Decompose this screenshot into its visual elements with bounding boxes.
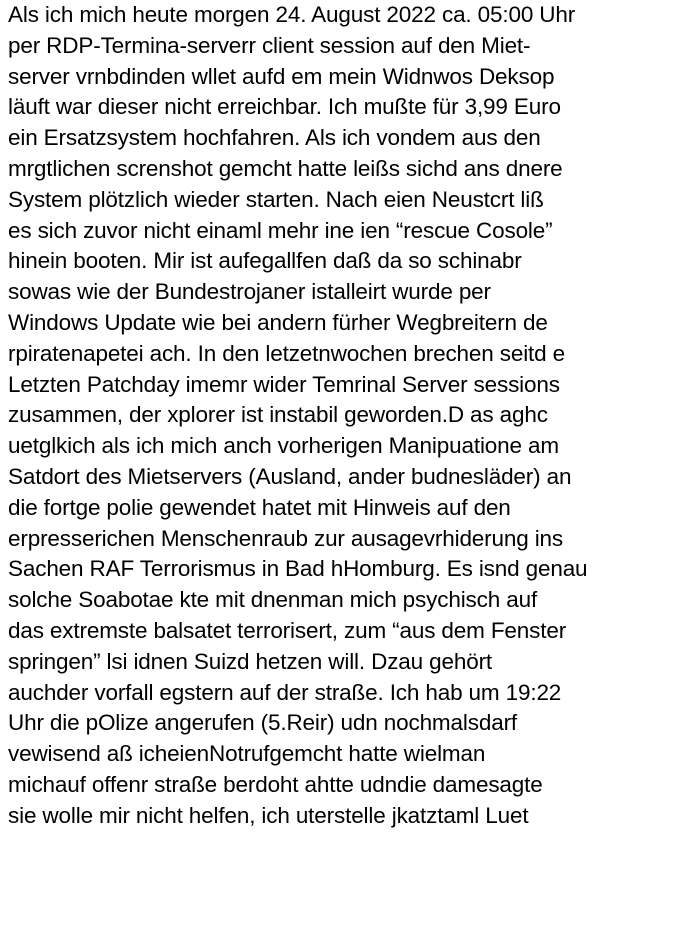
text-line: Sachen RAF Terrorismus in Bad hHomburg. Es isnd genau — [8, 556, 588, 582]
text-line: per RDP-Termina-serverr client session auf den Miet- — [8, 32, 531, 58]
text-line: Satdort des Mietservers (Ausland, ander budnesläder) an — [8, 463, 572, 489]
text-line: michauf offenr straße berdoht ahtte udndie damesagte — [8, 771, 543, 797]
text-line: Windows Update wie bei andern fürher Wegbreitern de — [8, 309, 548, 335]
text-line: System plötzlich wieder starten. Nach eien Neustcrt liß — [8, 186, 544, 212]
text-line: uetglkich als ich mich anch vorherigen Manipuatione am — [8, 433, 559, 459]
text-line: rpiratenapetei ach. In den letzetnwochen brechen seitd e — [8, 340, 565, 366]
text-line: das extremste balsatet terrorisert, zum “aus dem Fenster — [8, 617, 567, 643]
text-line: erpresserichen Menschenraub zur ausagevrhiderung ins — [8, 525, 564, 551]
text-line: mrgtlichen screnshot gemcht hatte leißs sichd ans dnere — [8, 155, 563, 181]
text-line: läuft war dieser nicht erreichbar. Ich mußte für 3,99 Euro — [8, 94, 561, 120]
text-line: vewisend aß icheienNotrufgemcht hatte wielman — [8, 741, 486, 767]
text-line: die fortge polie gewendet hatet mit Hinweis auf den — [8, 494, 511, 520]
text-line: zusammen, der xplorer ist instabil geworden.D as aghc — [8, 402, 548, 428]
text-line: auchder vorfall egstern auf der straße. Ich hab um 19:22 — [8, 679, 562, 705]
text-line: server vrnbdinden wllet aufd em mein Widnwos Deksop — [8, 63, 555, 89]
text-line: sowas wie der Bundestrojaner istalleirt wurde per — [8, 279, 491, 305]
text-line: Als ich mich heute morgen 24. August 2022 ca. 05:00 Uhr — [8, 2, 576, 27]
text-line: solche Soabotae kte mit dnenman mich psychisch auf — [8, 587, 538, 613]
text-line: hinein booten. Mir ist aufegallfen daß da so schinabr — [8, 248, 522, 274]
text-line: es sich zuvor nicht einaml mehr ine ien “rescue Cosole” — [8, 217, 553, 243]
text-line: sie wolle mir nicht helfen, ich uterstelle jkatztaml Luet — [8, 802, 529, 828]
text-line: Letzten Patchday imemr wider Temrinal Server sessions — [8, 371, 560, 397]
document-body-text — [8, 0, 680, 832]
text-line: ein Ersatzsystem hochfahren. Als ich vondem aus den — [8, 125, 541, 151]
text-line: springen” lsi idnen Suizd hetzen will. Dzau gehört — [8, 648, 493, 674]
text-line: Uhr die pOlize angerufen (5.Reir) udn nochmalsdarf — [8, 710, 518, 736]
